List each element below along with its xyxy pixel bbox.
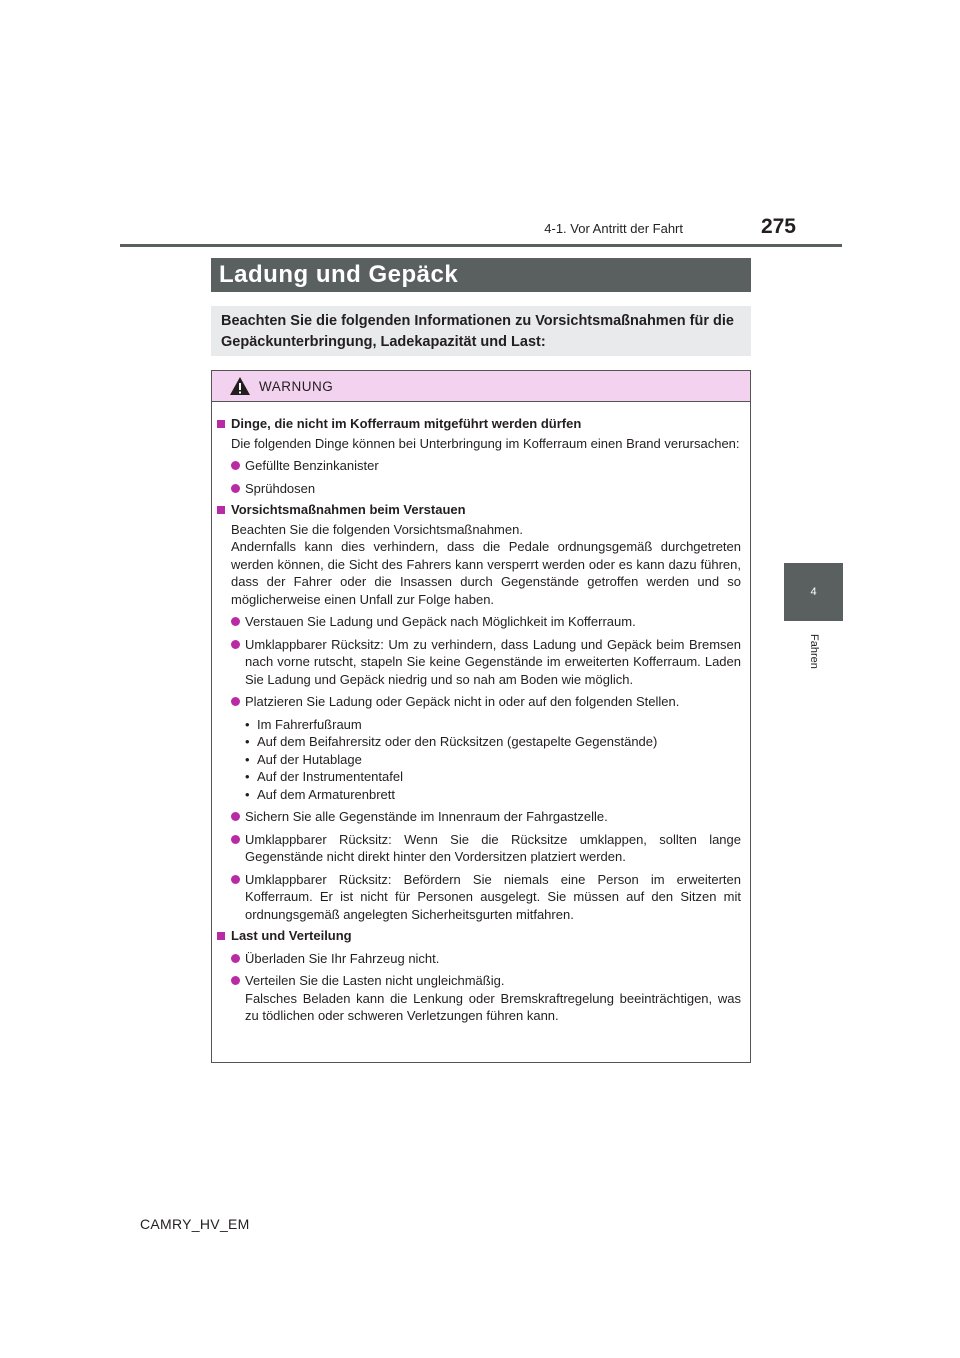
list-item	[217, 808, 741, 826]
list-item	[217, 457, 741, 475]
sub-list-item-text: Auf der Hutablage	[257, 751, 362, 767]
warning-header	[212, 371, 750, 402]
circle-bullet-icon	[231, 484, 240, 493]
section-heading	[217, 927, 741, 945]
header-divider	[120, 244, 842, 247]
list-item-line: Falsches Beladen kann die Lenkung oder Bremskraftregelung beeinträchtigen, was zu tödlichen oder schweren Verletzungen führen kann.	[245, 990, 741, 1023]
heading-text: Last und Verteilung	[231, 928, 352, 943]
intro-text: Beachten Sie die folgenden Informationen zu Vorsichtsmaßnahmen für die Gepäckunterbringung, Ladekapazität und Last:	[211, 306, 751, 356]
circle-bullet-icon	[231, 640, 240, 649]
list-item-text: Gefüllte Benzinkanister	[245, 458, 379, 473]
list-item	[217, 831, 741, 866]
circle-bullet-icon	[231, 617, 240, 626]
paragraph	[217, 521, 741, 609]
circle-bullet-icon	[231, 461, 240, 470]
circle-bullet-icon	[231, 875, 240, 884]
list-item	[217, 636, 741, 689]
list-item	[217, 480, 741, 498]
section-heading	[217, 501, 741, 519]
list-item-line: Verteilen Sie die Lasten nicht ungleichmäßig.	[245, 973, 505, 988]
circle-bullet-icon	[231, 976, 240, 985]
sub-list-item: • Auf dem Beifahrersitz oder den Rücksitzen (gestapelte Gegenstände)	[245, 734, 658, 749]
sub-list-item: • Auf der Hutablage	[245, 751, 362, 767]
circle-bullet-icon	[231, 812, 240, 821]
list-item	[217, 972, 741, 1025]
square-bullet-icon	[217, 506, 225, 514]
page-title: Ladung und Gepäck	[211, 258, 751, 292]
sub-list-item: • Auf der Instrumententafel	[245, 769, 403, 784]
list-item-text: Sichern Sie alle Gegenstände im Innenraum der Fahrgastzelle.	[245, 809, 608, 824]
sub-list-item: • Auf dem Armaturenbrett	[245, 786, 396, 802]
list-item-text	[245, 972, 741, 1025]
list-item-text: Verstauen Sie Ladung und Gepäck nach Möglichkeit im Kofferraum.	[245, 614, 636, 629]
list-item-text: Umklappbarer Rücksitz: Um zu verhindern, dass Ladung und Gepäck beim Bremsen nach vorne rutscht, stapeln Sie keine Gegenstände im erweiterten Kofferraum. Laden Sie Ladung und Gepäck niedrig und so nah am Boden wie möglich.	[245, 636, 741, 687]
sub-list-item-text: Auf dem Armaturenbrett	[257, 786, 396, 802]
paragraph: Die folgenden Dinge können bei Unterbringung im Kofferraum einen Brand verursachen:	[231, 435, 740, 451]
section-heading	[217, 415, 741, 433]
sub-list-item-text: Auf der Instrumententafel	[257, 769, 403, 784]
warning-title: WARNUNG	[259, 378, 334, 394]
chapter-label: Fahren	[808, 633, 820, 669]
square-bullet-icon	[217, 420, 225, 428]
list-item	[217, 871, 741, 924]
warning-box	[211, 370, 751, 1063]
list-item	[217, 693, 741, 711]
sub-list-item-text: Auf dem Beifahrersitz oder den Rücksitzen (gestapelte Gegenstände)	[257, 734, 658, 749]
heading-text: Dinge, die nicht im Kofferraum mitgeführt werden dürfen	[231, 416, 582, 431]
paragraph-line: Andernfalls kann dies verhindern, dass die Pedale ordnungsgemäß durchgetreten werden können, die Sicht des Fahrers kann versperrt werden oder es kann dazu führen, dass der Fahrer oder die Insassen durch Gegenstände getroffen werden und so möglicherweise einen Unfall zur Folge haben.	[231, 539, 741, 607]
list-item-text: Sprühdosen	[245, 480, 316, 496]
sub-list-item-text: Im Fahrerfußraum	[257, 716, 362, 732]
footer-model-code: CAMRY_HV_EM	[140, 1216, 250, 1232]
sub-list-item: • Im Fahrerfußraum	[245, 716, 362, 732]
circle-bullet-icon	[231, 954, 240, 963]
warning-triangle-icon	[229, 376, 251, 396]
list-item-text: Platzieren Sie Ladung oder Gepäck nicht in oder auf den folgenden Stellen.	[245, 694, 680, 709]
circle-bullet-icon	[231, 697, 240, 706]
list-item-text: Umklappbarer Rücksitz: Befördern Sie niemals eine Person im erweiterten Kofferraum. Er ist nicht für Personen ausgelegt. Sie müssen auf den Sitzen mit ordnungsgemäß angelegten Sicherheitsgurten mitfahren.	[245, 871, 741, 922]
list-item	[217, 950, 741, 968]
list-item-text: Überladen Sie Ihr Fahrzeug nicht.	[245, 950, 440, 966]
square-bullet-icon	[217, 932, 225, 940]
list-item-text: Umklappbarer Rücksitz: Wenn Sie die Rücksitze umklappen, sollten lange Gegenstände nicht direkt hinter den Vordersitzen platziert werden.	[245, 831, 741, 864]
page-number: 275	[760, 215, 796, 238]
warning-body	[212, 402, 750, 1025]
circle-bullet-icon	[231, 835, 240, 844]
chapter-tab: 4	[784, 563, 843, 621]
sub-list	[217, 716, 741, 804]
section-reference: 4-1. Vor Antritt der Fahrt	[544, 221, 683, 236]
paragraph-line: Beachten Sie die folgenden Vorsichtsmaßnahmen.	[231, 521, 523, 537]
list-item	[217, 613, 741, 631]
heading-text: Vorsichtsmaßnahmen beim Verstauen	[231, 502, 466, 517]
